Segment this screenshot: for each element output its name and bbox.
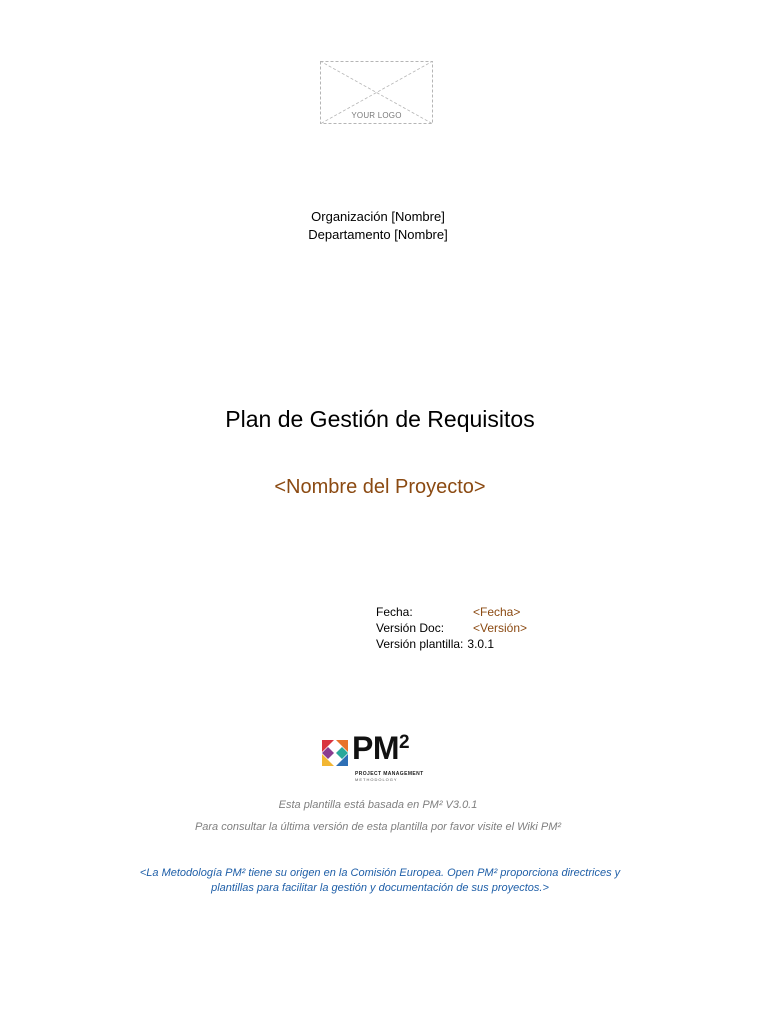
- logo-placeholder-label: YOUR LOGO: [351, 111, 402, 120]
- date-label: Fecha:: [376, 605, 413, 619]
- pm2-mark-icon: [322, 740, 348, 766]
- logo-placeholder: [320, 61, 433, 124]
- methodology-description-line-1: <La Metodología PM² tiene su origen en la Comisión Europea. Open PM² proporciona directrices y: [139, 867, 621, 879]
- meta-row-date: [376, 604, 527, 620]
- department-name: Departamento [Nombre]: [308, 227, 448, 242]
- template-version-value: 3.0.1: [467, 637, 495, 651]
- pm2-tagline-2: METHODOLOGY: [355, 777, 398, 782]
- organization-block: [0, 208, 756, 244]
- doc-version-label: Versión Doc:: [376, 621, 445, 635]
- template-basis-note: Esta plantilla está basada en PM² V3.0.1: [278, 799, 478, 811]
- meta-row-template-version: [376, 636, 527, 652]
- pm2-word: PM: [352, 730, 399, 766]
- methodology-description: [110, 866, 650, 896]
- template-version-label: Versión plantilla:: [376, 637, 464, 651]
- pm2-logo: [322, 730, 432, 784]
- meta-row-doc-version: [376, 620, 527, 636]
- latest-version-note: Para consultar la última versión de esta plantilla por favor visite el Wiki PM²: [194, 821, 562, 833]
- methodology-description-line-2: plantillas para facilitar la gestión y documentación de sus proyectos.>: [211, 882, 549, 894]
- pm2-wordmark: [352, 730, 409, 767]
- date-value: <Fecha>: [473, 605, 521, 619]
- document-title: Plan de Gestión de Requisitos: [225, 406, 535, 432]
- pm2-superscript: 2: [399, 732, 410, 753]
- doc-version-value: <Versión>: [473, 621, 528, 635]
- pm2-tagline: PROJECT MANAGEMENT: [355, 771, 424, 777]
- document-metadata: [376, 604, 527, 652]
- organization-name: Organización [Nombre]: [311, 209, 445, 224]
- project-name: <Nombre del Proyecto>: [274, 476, 486, 498]
